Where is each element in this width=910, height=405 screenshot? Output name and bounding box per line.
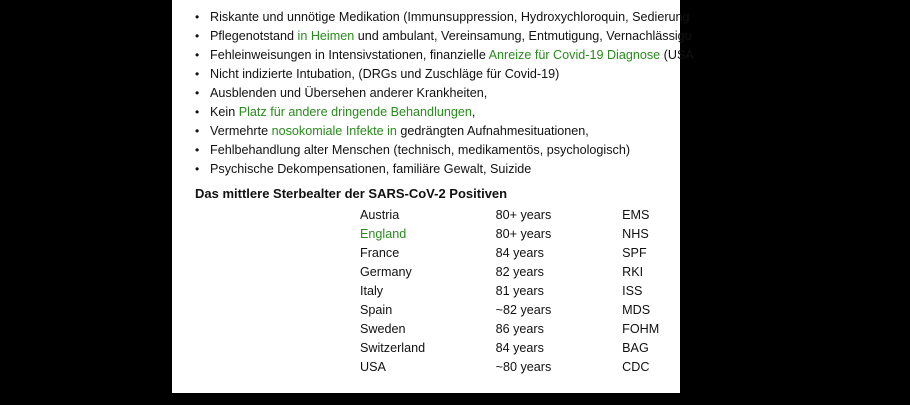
bullet-item [195,46,910,65]
source-link[interactable]: CDC [622,359,650,374]
document-page [172,0,694,393]
source-link[interactable]: RKI [622,264,644,279]
bullet-item [195,8,910,27]
section-heading: Das mittlere Sterbealter der SARS-CoV-2 Positiven [195,186,508,201]
bullet-dot-icon: • [195,124,200,138]
table-row [360,262,680,281]
bullet-text: , [471,105,476,119]
country-cell: Italy [360,283,384,298]
table-row [360,300,680,319]
table-row [360,357,680,376]
bullet-dot-icon: • [195,162,200,176]
bullet-dot-icon: • [195,29,200,43]
source-link[interactable]: EMS [622,207,650,222]
bullet-link[interactable]: Anreize für Covid-19 Diagnose [488,48,661,62]
bullet-item [195,122,910,141]
bullet-text: (USA [660,48,694,62]
age-cell: 80+ years [495,226,552,241]
bullet-item [195,160,910,179]
source-link[interactable]: ISS [622,283,643,298]
bullet-text: und ambulant, Vereinsamung, Entmutigung, Vernachlässigu [354,29,692,43]
death-age-table [360,205,680,376]
country-cell: Sweden [360,321,406,336]
bullet-item [195,103,910,122]
bullet-link[interactable]: in Heimen [297,29,355,43]
table-row [360,205,680,224]
table-row [360,281,680,300]
bullet-dot-icon: • [195,48,200,62]
age-cell: 84 years [495,245,544,260]
bullet-text: Fehleinweisungen in Intensivstationen, finanzielle [210,48,489,62]
source-link[interactable]: BAG [622,340,649,355]
country-cell: Switzerland [360,340,426,355]
age-cell: ~80 years [495,359,552,374]
source-link[interactable]: SPF [622,245,647,260]
bullet-text: Vermehrte [210,124,272,138]
bullet-dot-icon: • [195,105,200,119]
bullet-text: Ausblenden und Übersehen anderer Krankheiten, [210,86,488,100]
table-row [360,243,680,262]
age-cell: 82 years [495,264,544,279]
source-link[interactable]: FOHM [622,321,660,336]
bullet-dot-icon: • [195,143,200,157]
country-cell: Austria [360,207,400,222]
bullet-link[interactable]: Platz für andere dringende Behandlungen [238,105,472,119]
table-row [360,224,680,243]
age-cell: 84 years [495,340,544,355]
bullet-item [195,27,910,46]
bullet-text: Fehlbehandlung alter Menschen (technisch, medikamentös, psychologisch) [210,143,631,157]
country-cell: Spain [360,302,393,317]
country-link[interactable]: England [360,226,407,241]
table-row [360,319,680,338]
bullet-text: gedrängten Aufnahmesituationen, [396,124,589,138]
country-cell: USA [360,359,386,374]
country-cell: Germany [360,264,412,279]
bullet-item [195,65,910,84]
age-cell: ~82 years [495,302,552,317]
age-cell: 80+ years [495,207,552,222]
bullet-dot-icon: • [195,10,200,24]
bullet-text: Pflegenotstand [210,29,298,43]
bullet-dot-icon: • [195,86,200,100]
table-row [360,338,680,357]
country-cell: France [360,245,400,260]
bullet-item [195,84,910,103]
bullet-text: Psychische Dekompensationen, familiäre Gewalt, Suizide [210,162,532,176]
bullet-dot-icon: • [195,67,200,81]
bullet-text: Kein [210,105,239,119]
bullet-list [195,8,910,179]
source-link[interactable]: MDS [622,302,651,317]
bullet-link[interactable]: nosokomiale Infekte in [271,124,397,138]
source-link[interactable]: NHS [622,226,649,241]
bullet-text: Riskante und unnötige Medikation (Immunsuppression, Hydroxychloroquin, Sedierung [210,10,690,24]
age-cell: 86 years [495,321,544,336]
age-cell: 81 years [495,283,544,298]
bullet-text: Nicht indizierte Intubation, (DRGs und Zuschläge für Covid-19) [210,67,560,81]
bullet-item [195,141,910,160]
